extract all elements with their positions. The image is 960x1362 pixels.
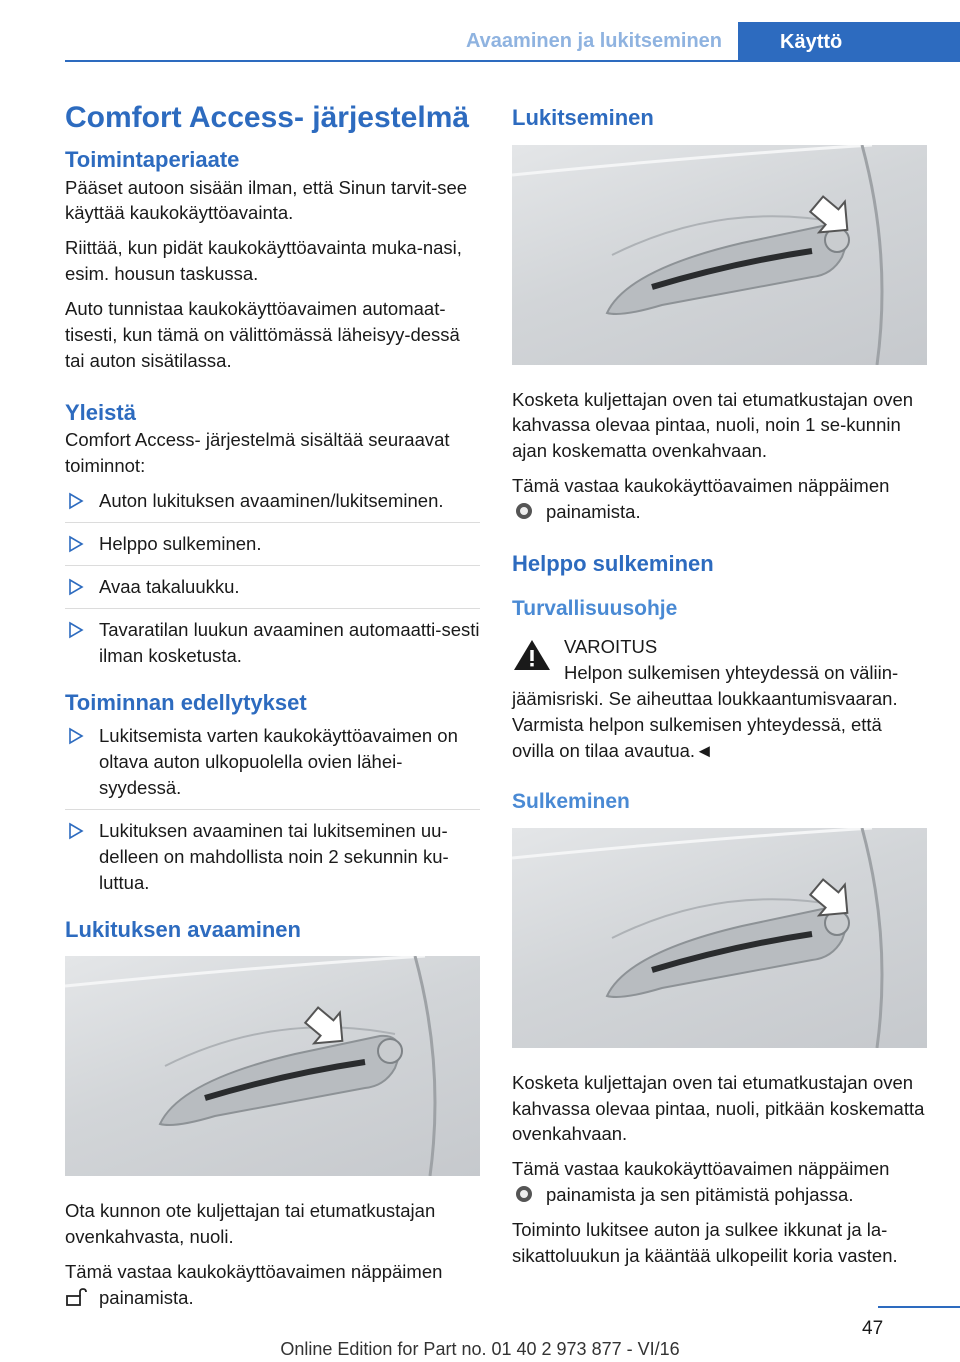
lock-button-icon xyxy=(512,501,536,521)
page-number: 47 xyxy=(862,1318,884,1339)
closing-paragraph-2: Tämä vastaa kaukokäyttöavaimen näppäimen painamista ja sen pitämistä pohjassa. xyxy=(512,1158,890,1206)
requirements-list xyxy=(65,723,480,903)
door-handle-lock-figure xyxy=(512,145,927,365)
heading-easy-close: Helppo sulkeminen xyxy=(512,551,714,577)
unlocking-paragraph-2: Tämä vastaa kaukokäyttöavaimen näppäimen painamista. xyxy=(65,1260,443,1308)
heading-principle: Toimintaperiaate xyxy=(65,147,240,172)
general-intro: Comfort Access- järjestelmä sisältää seuraavat toiminnot: xyxy=(65,429,450,477)
heading-safety: Turvallisuusohje xyxy=(512,596,678,620)
heading-general: Yleistä xyxy=(65,399,136,425)
triangle-bullet-icon xyxy=(67,621,85,639)
door-handle-close-figure xyxy=(512,828,927,1048)
list-item: Auton lukituksen avaaminen/lukitseminen. xyxy=(65,488,480,523)
door-handle-unlock-figure xyxy=(65,956,480,1176)
page-title: Comfort Access- järjestelmä xyxy=(65,101,470,134)
closing-paragraph-3: Toiminto lukitsee auton ja sulkee ikkunat ja la-sikattoluukun ja kääntää ulkopeilit koria vasten. xyxy=(512,1219,898,1267)
closing-paragraph-1: Kosketa kuljettajan oven tai etumatkustajan oven kahvassa olevaa pintaa, nuoli, pitkään koskematta ovenkahvaan. xyxy=(512,1071,925,1145)
warning-block xyxy=(512,634,927,763)
list-item: Tavaratilan luukun avaaminen automaatti-sesti ilman kosketusta. xyxy=(65,617,480,677)
list-item: Lukituksen avaaminen tai lukitseminen uu-delleen on mahdollista noin 2 sekunnin ku-luttua. xyxy=(65,818,480,904)
warning-text: Helpon sulkemisen yhteydessä on väliin-jäämisriski. Se aiheuttaa loukkaantumisvaaran. Varmista helpon sulkemisen yhteydessä, että ovilla on tilaa avautua.◄ xyxy=(512,661,899,761)
principle-paragraph-3: Auto tunnistaa kaukokäyttöavaimen automaat-tisesti, kun tämä on välittömässä läheisyy-dessä tai auton sisätilassa. xyxy=(65,298,460,371)
unlock-button-icon xyxy=(65,1287,89,1307)
right-column xyxy=(512,100,927,1278)
door-handle-illustration xyxy=(65,956,480,1176)
list-item: Avaa takaluukku. xyxy=(65,574,480,609)
unlocking-paragraph-1: Ota kunnon ote kuljettajan tai etumatkustajan ovenkahvasta, nuoli. xyxy=(65,1200,436,1248)
heading-locking: Lukitseminen xyxy=(512,105,654,130)
warning-title: VAROITUS xyxy=(564,635,658,657)
footer-rule xyxy=(878,1306,960,1308)
locking-paragraph-1: Kosketa kuljettajan oven tai etumatkustajan oven kahvassa olevaa pintaa, nuoli, noin 1 se-kunnin ajan koskematta ovenkahvaan. xyxy=(512,388,914,462)
footer-edition-text: Online Edition for Part no. 01 40 2 973 877 - VI/16 xyxy=(280,1339,680,1359)
heading-closing: Sulkeminen xyxy=(512,790,630,814)
door-handle-illustration xyxy=(512,145,927,365)
triangle-bullet-icon xyxy=(67,535,85,553)
door-handle-illustration xyxy=(512,828,927,1048)
left-column xyxy=(65,100,480,1320)
triangle-bullet-icon xyxy=(67,822,85,840)
heading-unlocking: Lukituksen avaaminen xyxy=(65,916,301,942)
principle-paragraph-2: Riittää, kun pidät kaukokäyttöavainta muka-nasi, esim. housun taskussa. xyxy=(65,237,462,285)
triangle-bullet-icon xyxy=(67,578,85,596)
page-header xyxy=(65,22,960,62)
heading-requirements: Toiminnan edellytykset xyxy=(65,689,307,715)
list-item: Lukitsemista varten kaukokäyttöavaimen on oltava auton ulkopuolella ovien lähei-syydessä. xyxy=(65,723,480,810)
lock-button-icon xyxy=(512,1184,536,1204)
functions-list xyxy=(65,488,480,676)
warning-triangle-icon xyxy=(512,638,552,672)
principle-paragraph-1: Pääset autoon sisään ilman, että Sinun tarvit-see käyttää kaukokäyttöavainta. xyxy=(65,176,468,224)
header-section-title: Avaaminen ja lukitseminen xyxy=(465,30,722,52)
header-chapter-tab: Käyttö xyxy=(738,22,960,62)
triangle-bullet-icon xyxy=(67,492,85,510)
locking-paragraph-2: Tämä vastaa kaukokäyttöavaimen näppäimen painamista. xyxy=(512,475,890,523)
list-item: Helppo sulkeminen. xyxy=(65,531,480,566)
triangle-bullet-icon xyxy=(67,727,85,745)
